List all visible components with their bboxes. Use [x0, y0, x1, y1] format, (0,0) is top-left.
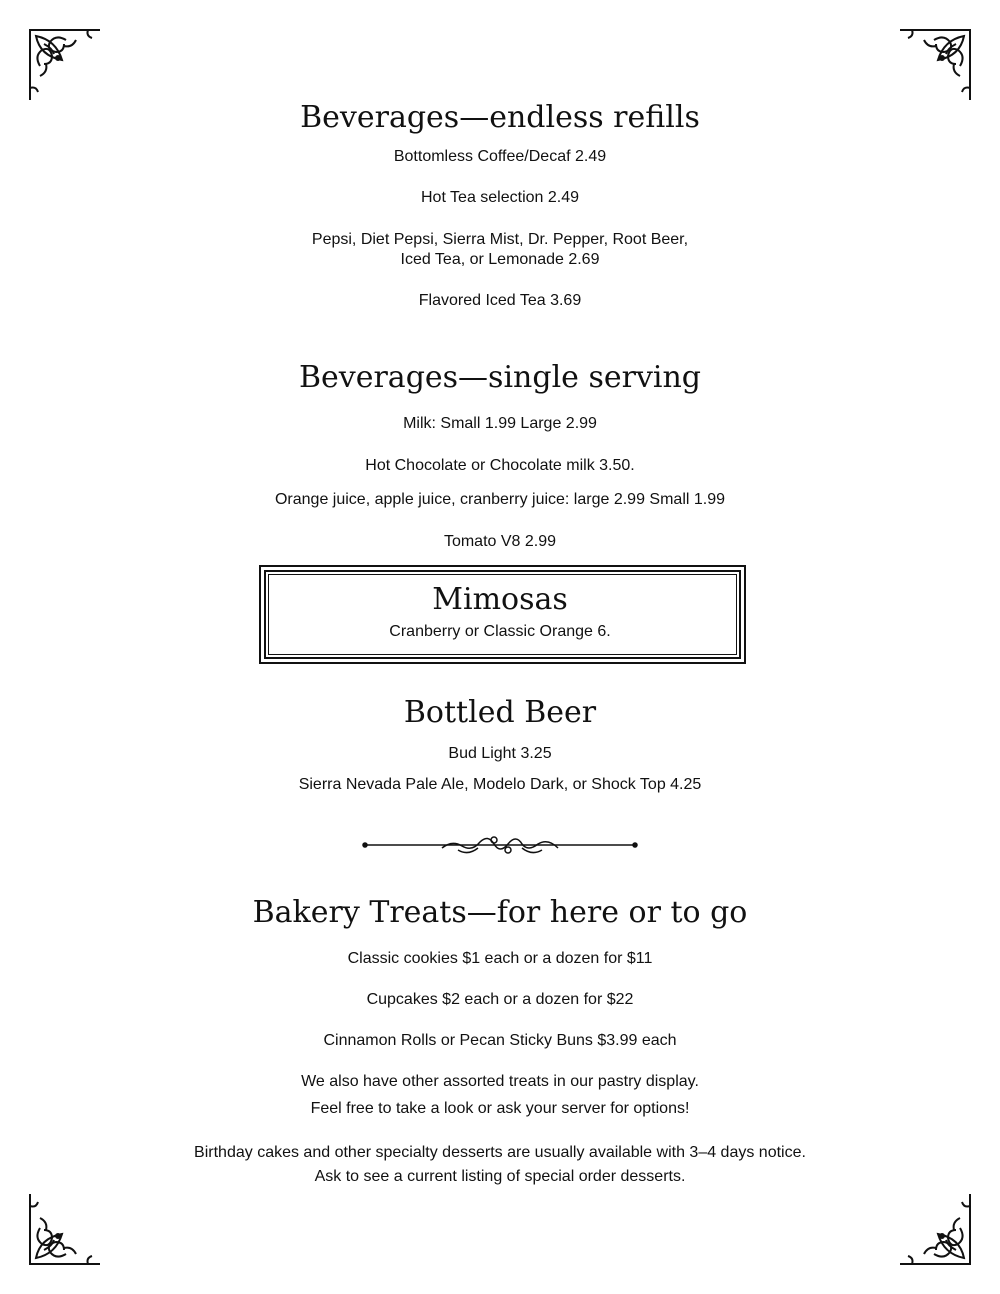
- corner-ornament-bottom-right: [898, 1192, 974, 1268]
- menu-item: Cranberry or Classic Orange 6.: [389, 623, 611, 640]
- section-title-single-serving: Beverages—single serving: [298, 360, 702, 395]
- menu-note: We also have other assorted treats in our pastry display.: [301, 1073, 699, 1090]
- menu-note: Feel free to take a look or ask your server for options!: [310, 1100, 690, 1117]
- ornamental-corner-icon: [898, 1192, 974, 1268]
- menu-item: Orange juice, apple juice, cranberry juice: large 2.99 Small 1.99: [274, 491, 726, 508]
- menu-item: Pepsi, Diet Pepsi, Sierra Mist, Dr. Pepper, Root Beer,: [311, 231, 689, 248]
- scroll-divider-icon: [362, 830, 638, 860]
- corner-ornament-top-right: [898, 26, 974, 102]
- menu-item: Cupcakes $2 each or a dozen for $22: [366, 991, 634, 1008]
- menu-item: Bud Light 3.25: [448, 745, 552, 762]
- menu-item: Tomato V8 2.99: [443, 533, 557, 550]
- menu-item: Sierra Nevada Pale Ale, Modelo Dark, or Shock Top 4.25: [298, 776, 702, 793]
- corner-ornament-bottom-left: [26, 1192, 102, 1268]
- section-title-bakery: Bakery Treats—for here or to go: [252, 895, 748, 930]
- menu-item: Hot Chocolate or Chocolate milk 3.50.: [365, 457, 635, 474]
- ornamental-corner-icon: [898, 26, 974, 102]
- menu-item: Bottomless Coffee/Decaf 2.49: [393, 148, 607, 165]
- section-title-endless-refills: Beverages—endless refills: [300, 100, 700, 135]
- menu-item: Cinnamon Rolls or Pecan Sticky Buns $3.99 each: [323, 1032, 677, 1049]
- ornamental-corner-icon: [26, 26, 102, 102]
- menu-item: Classic cookies $1 each or a dozen for $11: [347, 950, 653, 967]
- menu-item: Hot Tea selection 2.49: [420, 189, 580, 206]
- menu-item: Iced Tea, or Lemonade 2.69: [400, 251, 600, 268]
- menu-item: Milk: Small 1.99 Large 2.99: [403, 415, 597, 432]
- corner-ornament-top-left: [26, 26, 102, 102]
- section-title-bottled-beer: Bottled Beer: [403, 695, 597, 730]
- menu-note: Birthday cakes and other specialty desserts are usually available with 3–4 days notice.: [194, 1144, 806, 1161]
- section-divider: [362, 830, 638, 860]
- ornamental-corner-icon: [26, 1192, 102, 1268]
- section-title-mimosas: Mimosas: [432, 582, 568, 617]
- menu-note: Ask to see a current listing of special order desserts.: [314, 1168, 686, 1185]
- menu-item: Flavored Iced Tea 3.69: [418, 292, 582, 309]
